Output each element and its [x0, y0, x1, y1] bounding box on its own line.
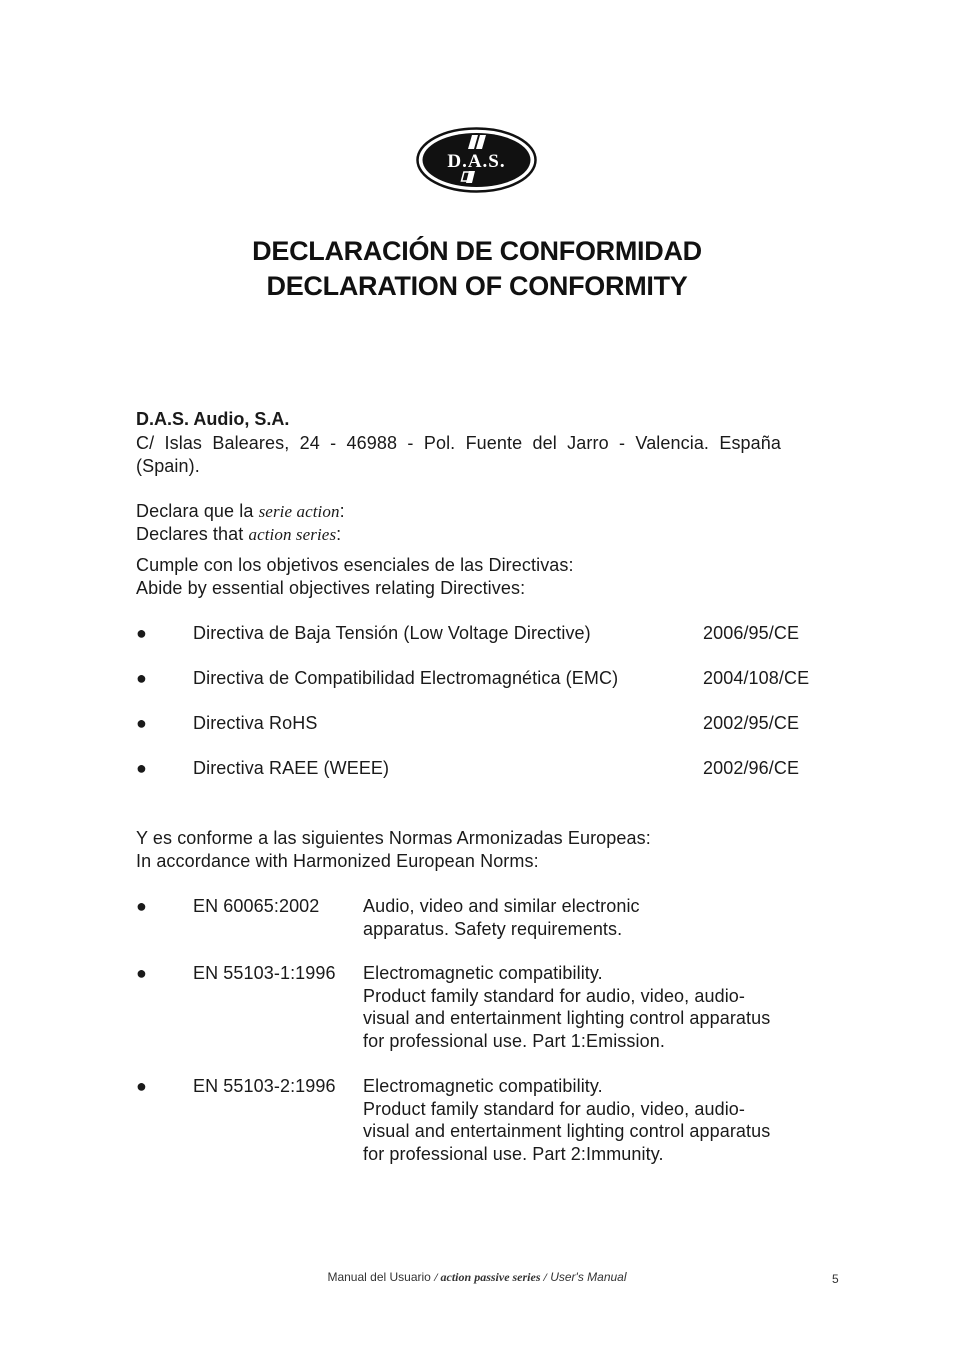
directive-item [136, 622, 836, 646]
declares-en-product: action series [248, 525, 337, 544]
directive-name: Directiva RAEE (WEEE) [193, 758, 390, 778]
norms-intro-en: In accordance with Harmonized European Norms: [136, 851, 539, 871]
norm-description-line: apparatus. Safety requirements. [363, 918, 623, 939]
directive-item [136, 757, 836, 781]
norm-code: EN 55103-2:1996 [193, 1076, 336, 1096]
logo-text: D.A.S. [447, 151, 506, 172]
norm-description-line: Electromagnetic compatibility. [363, 963, 603, 983]
directive-name: Directiva de Baja Tensión (Low Voltage Directive) [193, 623, 591, 643]
bullet-icon: ● [136, 896, 147, 916]
title-en: DECLARATION OF CONFORMITY [266, 271, 688, 301]
norm-code: EN 60065:2002 [193, 896, 320, 916]
declares-en-prefix: Declares that [136, 524, 244, 544]
footer-middle: / action passive series / [434, 1270, 547, 1284]
page-footer [0, 1270, 954, 1285]
norm-description-line: Product family standard for audio, video, audio- [363, 1098, 746, 1119]
norm-description-line: Audio, video and similar electronic [363, 896, 640, 916]
bullet-icon: ● [136, 758, 147, 778]
norm-description-line: Product family standard for audio, video, audio- [363, 985, 746, 1006]
norms-intro-es: Y es conforme a las siguientes Normas Armonizadas Europeas: [136, 828, 651, 848]
norm-code: EN 55103-1:1996 [193, 963, 336, 983]
declares-en-suffix: : [336, 524, 342, 544]
bullet-icon: ● [136, 623, 147, 643]
norm-description-line: for professional use. Part 2:Immunity. [363, 1143, 664, 1164]
declares-es-suffix: : [339, 501, 345, 521]
norm-description-line: visual and entertainment lighting control apparatus [363, 1121, 771, 1141]
norm-description [363, 1075, 803, 1165]
company-name: D.A.S. Audio, S.A. [136, 409, 290, 429]
norm-description-line: Electromagnetic compatibility. [363, 1076, 603, 1096]
directive-item [136, 712, 836, 736]
bullet-icon: ● [136, 1076, 147, 1096]
directive-code: 2002/96/CE [703, 758, 800, 778]
bullet-icon: ● [136, 713, 147, 733]
bullet-icon: ● [136, 668, 147, 688]
footer-right: User's Manual [550, 1270, 627, 1284]
norm-item [136, 962, 836, 1054]
directive-code: 2004/108/CE [703, 668, 810, 688]
company-address: C/ Islas Baleares, 24 - 46988 - Pol. Fuente del Jarro - Valencia. España (Spain). [136, 433, 781, 476]
norm-item [136, 895, 836, 941]
directives-intro-es: Cumple con los objetivos esenciales de las Directivas: [136, 555, 574, 575]
directive-name: Directiva RoHS [193, 713, 318, 733]
page-number: 5 [832, 1272, 839, 1286]
bullet-icon: ● [136, 963, 147, 983]
directives-intro-en: Abide by essential objectives relating Directives: [136, 578, 526, 598]
footer-left: Manual del Usuario [327, 1270, 431, 1284]
norm-item [136, 1075, 836, 1167]
das-logo [416, 127, 537, 193]
norm-description-line: visual and entertainment lighting control apparatus [363, 1008, 771, 1028]
declares-es [136, 500, 345, 524]
norm-description-line: for professional use. Part 1:Emission. [363, 1030, 665, 1051]
directive-code: 2002/95/CE [703, 713, 800, 733]
declares-es-product: serie action [258, 502, 340, 521]
directive-code: 2006/95/CE [703, 623, 800, 643]
directive-name: Directiva de Compatibilidad Electromagnética (EMC) [193, 668, 619, 688]
declares-es-prefix: Declara que la [136, 501, 254, 521]
declares-en [136, 523, 341, 547]
norm-description [363, 962, 803, 1052]
directive-item [136, 667, 836, 691]
title-es: DECLARACIÓN DE CONFORMIDAD [252, 236, 702, 266]
norm-description [363, 895, 803, 940]
